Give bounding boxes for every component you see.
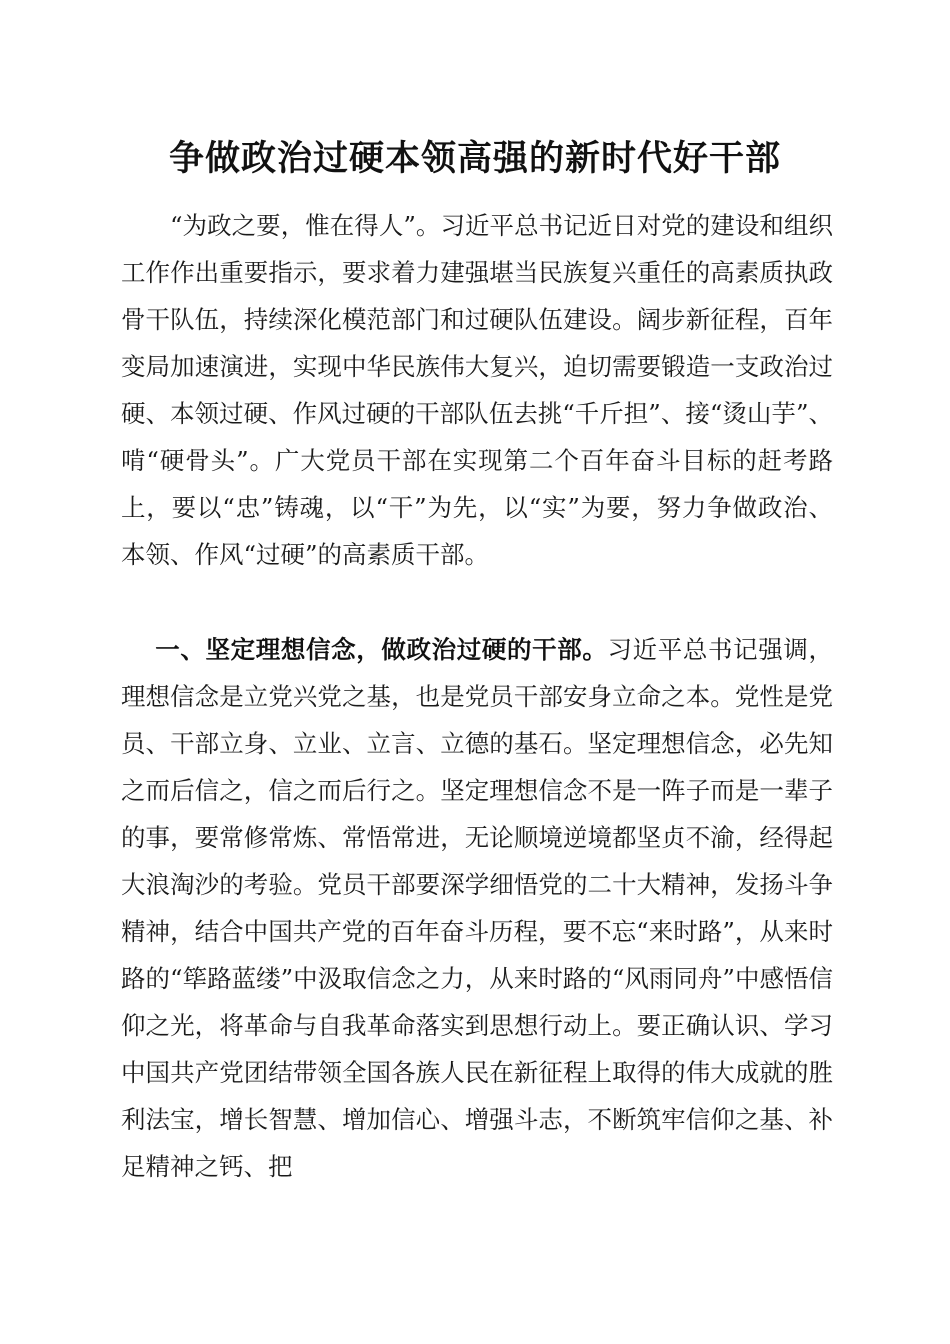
section-1-text: 习近平总书记强调，理想信念是立党兴党之基，也是党员干部安身立命之本。党性是党员、干部立身、立业、立言、立德的基石。坚定理想信念，必先知之而后信之，信之而后行之。坚定理想信念不是一阵子而是一辈子的事，要常修常炼、常悟常进，无论顺境逆境都坚贞不渝，经得起大浪淘沙的考验。党员干部要深学细悟党的二十大精神，发扬斗争精神，结合中国共产党的百年奋斗历程，要不忘“来时路”，从来时路的“筚路蓝缕”中汲取信念之力，从来时路的“风雨同舟”中感悟信仰之光，将革命与自我革命落实到思想行动上。要正确认识、学习中国共产党团结带领全国各族人民在新征程上取得的伟大成就的胜利法宝，增长智慧、增加信心、增强斗志，不断筑牢信仰之基、补足精神之钙、把 bbox=[121, 635, 834, 1181]
section-1-heading: 一、坚定理想信念，做政治过硬的干部。 bbox=[155, 635, 608, 664]
intro-paragraph: “为政之要，惟在得人”。习近平总书记近日对党的建设和组织工作作出重要指示，要求着力建强堪当民族复兴重任的高素质执政骨干队伍，持续深化模范部门和过硬队伍建设。阔步新征程，百年变局加速演进，实现中华民族伟大复兴，迫切需要锻造一支政治过硬、本领过硬、作风过硬的干部队伍去挑“千斤担”、接“烫山芋”、啃“硬骨头”。广大党员干部在实现第二个百年奋斗目标的赶考路上，要以“忠”铸魂，以“干”为先，以“实”为要，努力争做政治、本领、作风“过硬”的高素质干部。 bbox=[121, 211, 833, 569]
section-1-paragraph bbox=[121, 626, 833, 1190]
document-title: 争做政治过硬本领高强的新时代好干部 bbox=[168, 138, 781, 179]
